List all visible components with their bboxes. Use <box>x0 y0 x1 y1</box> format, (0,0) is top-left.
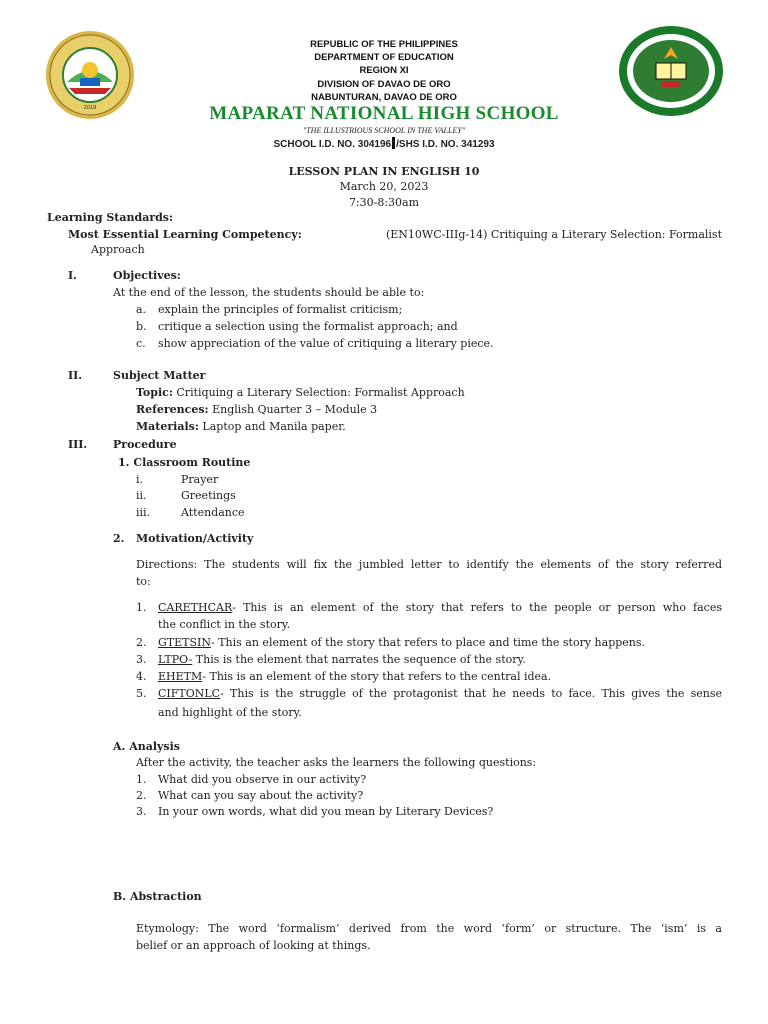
jumbled-item <box>158 636 645 650</box>
melc-label: Most Essential Learning Competency: <box>68 228 302 241</box>
objective-letter: b. <box>136 320 147 333</box>
header-region: REGION XI <box>359 65 409 76</box>
objective-item: explain the principles of formalist criticism; <box>158 303 403 316</box>
jumbled-word: CIFTONLC <box>158 687 221 700</box>
jumbled-definition: - This is the struggle of the protagonist that he needs to face. This gives the sense <box>220 687 722 700</box>
question-number: 2. <box>136 789 147 802</box>
lesson-plan-title: LESSON PLAN IN ENGLISH 10 <box>288 165 480 178</box>
objectives-intro: At the end of the lesson, the students should be able to: <box>113 286 425 299</box>
subject-label: Subject Matter <box>113 369 206 382</box>
directions-line2: to: <box>136 575 151 588</box>
directions-text: Directions: The students will fix the jumbled letter to identify the elements of the story referred <box>136 558 722 571</box>
materials-label: Materials: <box>136 420 199 433</box>
header-republic: REPUBLIC OF THE PHILIPPINES <box>310 39 458 50</box>
routine-item: Prayer <box>181 473 219 486</box>
objective-letter: c. <box>136 337 146 350</box>
analysis-intro: After the activity, the teacher asks the learners the following questions: <box>136 756 537 769</box>
topic-label: Topic: <box>136 386 173 399</box>
routine-item: Greetings <box>181 489 236 502</box>
routine-number: ii. <box>136 489 147 502</box>
objectives-label: Objectives: <box>113 269 181 282</box>
jumbled-number: 1. <box>136 601 147 614</box>
header-address: NABUNTURAN, DAVAO DE ORO <box>311 92 457 103</box>
objective-item: critique a selection using the formalist approach; and <box>158 320 458 333</box>
jumbled-word: CARETHCAR <box>158 601 233 614</box>
etymology-line2: belief or an approach of looking at things. <box>136 939 371 952</box>
jumbled-number: 3. <box>136 653 147 666</box>
references-label: References: <box>136 403 209 416</box>
classroom-routine-label: 1. Classroom Routine <box>118 456 251 469</box>
jumbled-definition-cont: and highlight of the story. <box>158 706 302 719</box>
melc-text: (EN10WC-IIIg-14) Critiquing a Literary Selection: Formalist <box>385 228 722 241</box>
references-line <box>136 403 377 417</box>
materials-value: Laptop and Manila paper. <box>202 420 346 433</box>
svg-text:2019: 2019 <box>83 105 97 111</box>
subject-number: II. <box>68 369 83 382</box>
jumbled-item <box>158 653 526 667</box>
learning-standards-label: Learning Standards: <box>47 211 174 224</box>
jumbled-item <box>158 687 722 701</box>
header-deped: DEPARTMENT OF EDUCATION <box>314 52 454 63</box>
lesson-date: March 20, 2023 <box>339 180 429 193</box>
jumbled-item <box>158 601 722 615</box>
question-text: What did you observe in our activity? <box>158 773 367 786</box>
school-motto: "THE ILLUSTRIOUS SCHOOL IN THE VALLEY" <box>302 126 466 135</box>
question-number: 3. <box>136 805 147 818</box>
jumbled-word: LTPO- <box>158 653 193 666</box>
question-number: 1. <box>136 773 147 786</box>
lesson-time: 7:30-8:30am <box>348 196 420 209</box>
melc-line <box>68 228 722 242</box>
abstraction-label: B. Abstraction <box>113 890 202 903</box>
school-name: MAPARAT NATIONAL HIGH SCHOOL <box>209 103 559 124</box>
topic-value: Critiquing a Literary Selection: Formalist Approach <box>176 386 465 399</box>
question-text: In your own words, what did you mean by Literary Devices? <box>158 805 494 818</box>
jumbled-definition: This is the element that narrates the sequence of the story. <box>192 653 526 666</box>
jumbled-number: 5. <box>136 687 147 700</box>
jumbled-item <box>158 670 551 684</box>
jumbled-word: EHETM <box>158 670 203 683</box>
motivation-number: 2. <box>113 532 125 545</box>
procedure-label: Procedure <box>113 438 177 451</box>
jumbled-definition: - This is an element of the story that refers to the central idea. <box>202 670 552 683</box>
objective-letter: a. <box>136 303 147 316</box>
objectives-number: I. <box>68 269 77 282</box>
etymology-line1 <box>136 922 722 936</box>
jumbled-definition-cont: the conflict in the story. <box>158 618 291 631</box>
objective-item: show appreciation of the value of critiquing a literary piece. <box>158 337 494 350</box>
jumbled-number: 2. <box>136 636 147 649</box>
jumbled-word: GTETSIN <box>158 636 211 649</box>
header-division: DIVISION OF DAVAO DE ORO <box>317 79 451 90</box>
references-value: English Quarter 3 – Module 3 <box>212 403 378 416</box>
materials-line <box>136 420 346 434</box>
procedure-number: III. <box>68 438 88 451</box>
analysis-label: A. Analysis <box>113 740 180 753</box>
jumbled-number: 4. <box>136 670 147 683</box>
directions-line1 <box>136 558 722 572</box>
routine-number: iii. <box>136 506 151 519</box>
routine-item: Attendance <box>181 506 245 519</box>
school-id: SCHOOL I.D. NO. 304196 /SHS I.D. NO. 341293 <box>273 139 495 150</box>
motivation-label: Motivation/Activity <box>136 532 254 545</box>
shs-id-number: SHS I.D. NO. 341293 <box>398 139 495 150</box>
jumbled-definition: - This is an element of the story that refers to the people or person who faces <box>232 601 722 614</box>
topic-line <box>136 386 465 400</box>
melc-continued: Approach <box>91 243 145 256</box>
jumbled-definition: - This an element of the story that refers to place and time the story happens. <box>211 636 646 649</box>
question-text: What can you say about the activity? <box>158 789 364 802</box>
routine-number: i. <box>136 473 144 486</box>
etymology-text: Etymology: The word ‘formalism’ derived from the word ‘form’ or structure. The ‘ism’ is a <box>136 922 722 935</box>
school-id-number: SCHOOL I.D. NO. 304196 <box>273 139 392 150</box>
